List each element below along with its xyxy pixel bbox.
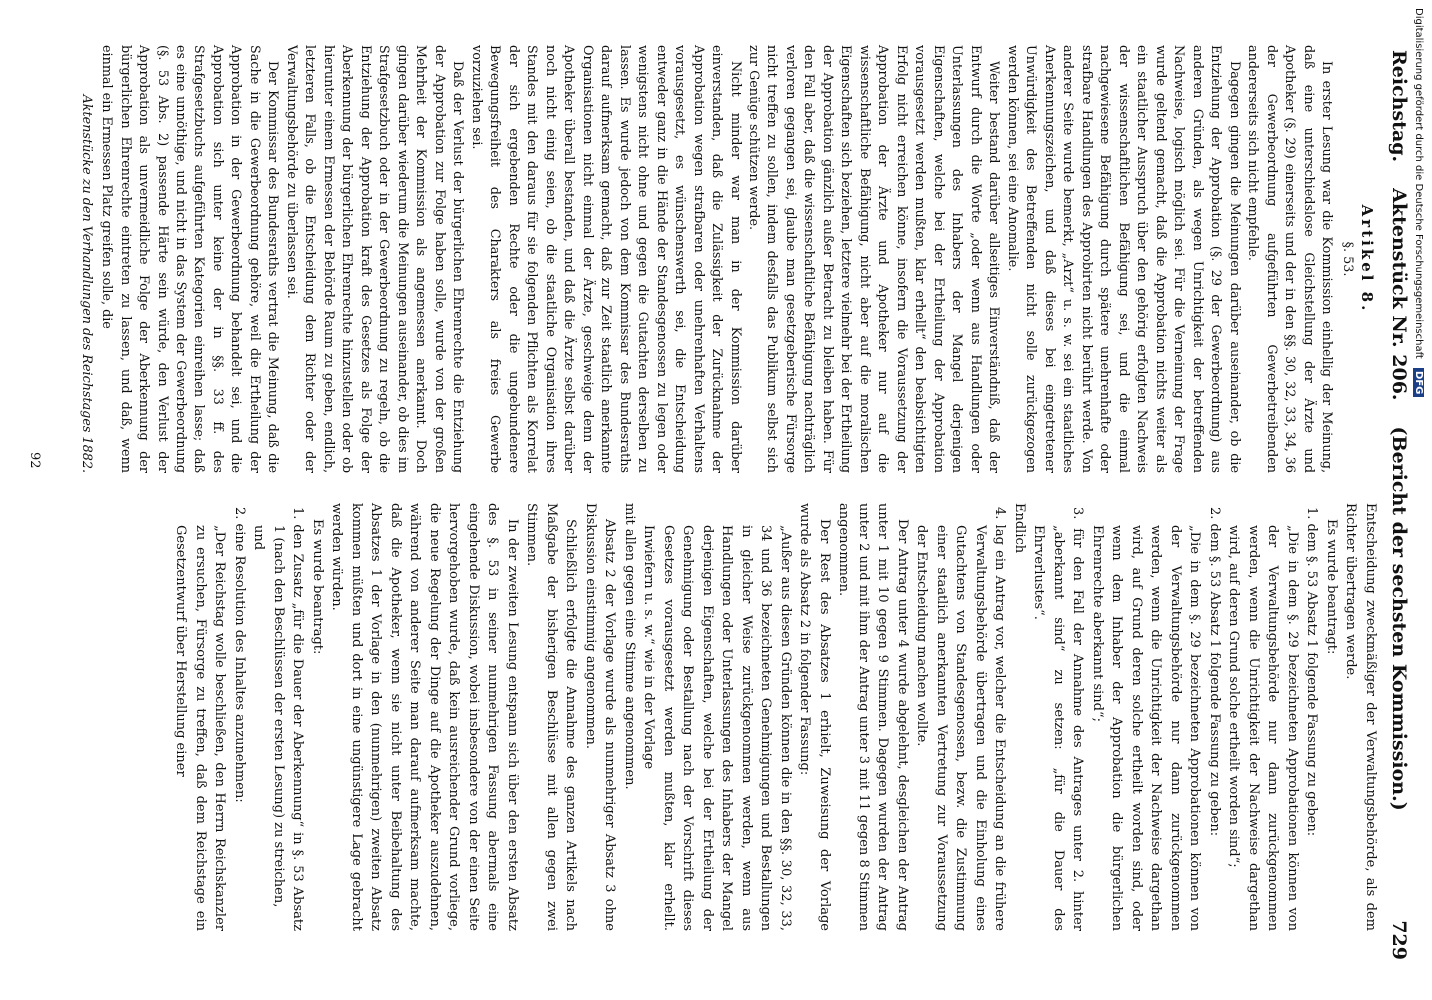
list-item: 2. eine Resolution des Inhaltes anzunehmen:: [232, 507, 247, 803]
right-column: [171, 503, 1380, 931]
paragraph: Der Rest des Absatzes 1 erhielt, Zuweisung der Vorlage wurde als Absatz 2 in folgender Fassung:: [797, 503, 832, 931]
section-label: §. 53.: [1339, 241, 1355, 277]
paragraph: mit allen gegen eine Stimme angenommen.: [622, 503, 637, 790]
header-left: Reichstag.: [1388, 50, 1410, 163]
paragraph: Nicht minder war man in der Kommission darüber einverstanden, daß die Zulässigkeit der Zurücknahme der Approbation wegen strafbaren oder unehrenhaften Verhaltens vorausgesetzt, es wünschenswerth sei, die Entscheidung entweder ganz in die Hände der Standesgenossen zu legen oder wenigstens nicht ohne und gegen die Gutachten derselben zu lassen. Es wurde jedoch von dem Kommissar des Bundesraths darauf aufmerksam gemacht, daß zur Zeit staatlich anerkannte Organisationen nicht einmal der Ärzte, geschweige denn der Apotheker überall bestanden, und daß die Ärzte selbst darüber noch nicht einig seien, ob die staatliche Organisation ihres Standes mit den daraus für sie folgenden Pflichten als Korrelat der sich ergebenden Rechte oder die ungebundenere Bewegungsfreiheit des Charakters als freies Gewerbe vorzuziehen sei.: [468, 45, 743, 473]
list-item: 1. den Zusatz „für die Dauer der Aberkennung“ in §. 53 Absatz 1 (nach den Beschlüssen der ersten Lesung) zu streichen,: [271, 507, 306, 931]
paragraph: Weiter bestand darüber allseitiges Einverständniß, daß der Entwurf durch die Worte „oder wenn aus Handlungen oder Unterlassungen des Inhabers der Mangel derjenigen Eigenschaften, welche bei der Ertheilung der Approbation vorausgesetzt werden mußten, klar erhellt“ den beabsichtigten Erfolg nicht erreichen könne, insofern die Voraussetzung der Approbation der Ärzte und Apotheker nur auf die wissenschaftliche Befähigung, nicht aber auf die moralischen Eigenschaften sich beziehen, letztere vielmehr bei der Ertheilung der Approbation gänzlich außer Betracht zu bleiben haben. Für den Fall aber, daß die wissenschaftliche Befähigung nachträglich verloren gegangen sei, glaube man gesetzgeberische Fürsorge nicht treffen zu sollen, indem desfalls das Publikum selbst sich zur Genüge schützen werde.: [746, 45, 1002, 473]
quote: „Die in dem §. 29 bezeichneten Approbationen können von der Verwaltungsbehörde nur dann zurückgenommen werden, wenn die Unrichtigkeit der Nachweise dargethan wird, auf Grund deren solche ertheilt worden sind, oder wenn dem Inhaber der Approbation die bürgerlichen Ehrenrechte aberkannt sind“;: [1090, 525, 1203, 931]
list-item: 1. dem §. 53 Absatz 1 folgende Fassung zu geben:: [1304, 507, 1320, 837]
dfg-logo: DFG: [1413, 368, 1424, 397]
paragraph: Es wurde beantragt:: [310, 519, 325, 655]
header-doc: Aktenstück Nr. 206.: [1388, 188, 1410, 401]
article-title: Artikel 8.: [1358, 204, 1376, 314]
paragraph: Es wurde beantragt:: [1324, 519, 1339, 655]
page-number: 729: [1388, 920, 1410, 960]
paragraph: Dagegen gingen die Meinungen darüber auseinander, ob die Entziehung der Approbation (§. 29 der Gewerbeordnung) aus anderen Gründen, als wegen Unrichtigkeit der betreffenden Nachweise, logisch möglich sei. Für die Verneinung der Frage wurde geltend gemacht, daß die Approbation nichts weiter als ein staatlicher Ausspruch über den gehörig erfolgten Nachweis der wissenschaftlichen Befähigung sei, und die einmal nachgewiesene Befähigung durch spätere unehrenhafte oder strafbare Handlungen des Approbirten nicht berührt werde. Von anderer Seite wurde bemerkt, „Arzt“ u. s. w. sei ein staatliches Anerkennungszeichen, und daß dieses bei eingetretener Unwürdigkeit des Betreffenden nicht solle zurückgezogen werden können, sei eine Anomalie.: [1004, 45, 1242, 473]
list-item: 4. lag ein Antrag vor, welcher die Entscheidung an die frühere Verwaltungsbehörde übertragen und die Einholung eines Gutachtens von Standesgenossen, bezw. die Zustimmung einer staatlich anerkannten Vertretung zur Voraussetzung der Entscheidung machen wollte.: [914, 507, 1008, 931]
paragraph: Der Antrag unter 4 wurde abgelehnt, desgleichen der Antrag unter 1 mit 10 gegen 9 Stimmen. Dagegen wurden der Antrag unter 2 und mit ihm der Antrag unter 3 mit 11 gegen 8 Stimmen angenommen.: [836, 503, 910, 931]
quote: „Außer aus diesen Gründen können die in den §§. 30, 32, 33, 34 und 36 bezeichneten Genehmigungen und Bestallungen in gleicher Weise zurückgenommen werden, wenn aus Handlungen oder Unterlassungen des Inhabers der Mangel derjenigen Eigenschaften, welche bei der Ertheilung der Genehmigung oder Bestallung nach der Vorschrift dieses Gesetzes vorausgesetzt werden mußten, klar erhellt. Inwiefern u. s. w.“ wie in der Vorlage: [641, 525, 793, 931]
paragraph: Entscheidung zweckmäßiger der Verwaltungsbehörde, als dem Richter übertragen werde.: [1343, 503, 1378, 931]
left-column: [76, 45, 1380, 473]
paragraph: und: [251, 525, 267, 551]
footer-note: Aktenstücke zu den Verhandlungen des Reichstages 1882.: [78, 94, 94, 473]
paragraph: Absatz 2 der Vorlage wurde als nunmehriger Absatz 3 ohne Diskussion einstimmig angenommen.: [583, 503, 618, 931]
paragraph: Daß der Verlust der bürgerlichen Ehrenrechte die Entziehung der Approbation zur Folge haben solle, wurde von der großen Mehrheit der Kommission als angemessen anerkannt. Doch gingen darüber wiederum die Meinungen auseinander, ob dies im Strafgesetzbuch oder in der Gewerbeordnung zu regeln, ob die Entziehung der Approbation kraft des Gesetzes als Folge der Aberkennung der bürgerlichen Ehrenrechte hinzustellen oder ob hierunter einem Ermessen der Behörde Raum zu geben, endlich, letzteren Falls, ob die Entscheidung dem Richter oder der Verwaltungsbehörde zu überlassen sei.: [283, 45, 466, 473]
list-item: 3. für den Fall der Annahme des Antrages unter 2. hinter „aberkannt sind“ zu setzen: „für die Dauer des Ehrverlustes“.: [1031, 507, 1086, 931]
quote: „Die in dem §. 29 bezeichneten Approbationen können von der Verwaltungsbehörde nur dann zurückgenommen werden, wenn die Unrichtigkeit der Nachweise dargethan wird, auf deren Grund solche ertheilt worden sind“;: [1226, 525, 1300, 931]
digitization-text: Digitalisierung gefördert durch die Deutsche Forschungsgemeinschaft: [1413, 8, 1424, 359]
header-middle: (Bericht der sechsten Kommission.): [1388, 426, 1410, 811]
paragraph: In erster Lesung war die Kommission einhellig der Meinung, daß eine unterschiedslose Gleichstellung der Ärzte und Apotheker (§. 29) einerseits und der in den §§. 30, 32, 33, 34, 36 der Gewerbeordnung aufgeführten Gewerbetreibenden andererseits sich nicht empfehle.: [1245, 45, 1335, 473]
signature-mark: 92: [27, 452, 42, 469]
paragraph: Endlich: [1012, 503, 1027, 554]
paragraph: In der zweiten Lesung entspann sich über den ersten Absatz des §. 53 in seiner nunmehrigen Fassung abermals eine eingehende Diskussion, wobei insbesondere von der einen Seite hervorgehoben wurde, daß kein ausreichender Grund vorliege, die neue Regelung der Dinge auf die Apotheker auszudehnen, während von anderer Seite man darauf aufmerksam machte, daß die Apotheker, wenn sie nicht unter Beibehaltung des Absatzes 1 der Vorlage in den (nunmehrigen) zweiten Absatz kommen müßten und dort in eine ungünstigere Lage gebracht werden würden.: [329, 503, 520, 931]
list-item: 2. dem §. 53 Absatz 1 folgende Fassung zu geben:: [1207, 507, 1222, 837]
paragraph: Der Kommissar des Bundesraths vertrat die Meinung, daß die Sache in die Gewerbeordnung gehöre, weil die Ertheilung der Approbation in der Gewerbeordnung behandelt sei, und die Approbation sich unter keine der in §§. 33 ff. des Strafgesetzbuchs aufgeführten Kategorien einreihen lasse; daß es eine unnöthige, und nicht in das System der Gewerbeordnung (§. 53 Abs. 2) passende Härte sein würde, den Verlust der Approbation als unvermeidliche Folge der Aberkennung der bürgerlichen Ehrenrechte eintreten zu lassen, und daß, wenn einmal ein Ermessen Platz greifen solle, die: [99, 45, 281, 473]
page-header: [1384, 50, 1414, 960]
paragraph: Schließlich erfolgte die Annahme des ganzen Artikels nach Maßgabe der bisherigen Beschlüsse mit allen gegen zwei Stimmen.: [524, 503, 579, 931]
quote: „Der Reichstag wolle beschließen, den Herrn Reichskanzler zu ersuchen, Fürsorge zu treffen, daß dem Reichstage ein Gesetzentwurf über Herstellung einer: [173, 525, 228, 931]
